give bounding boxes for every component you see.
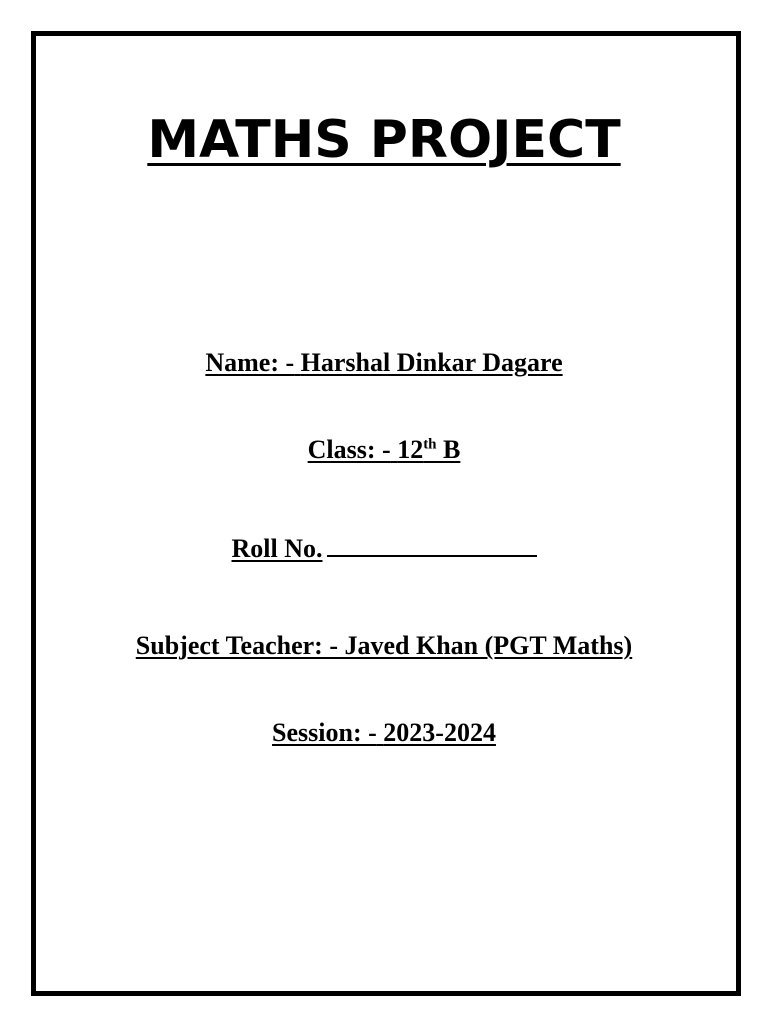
name-value: Harshal Dinkar Dagare	[300, 348, 563, 377]
class-number: 12	[397, 435, 424, 464]
class-label: Class: -	[307, 435, 391, 464]
page-title	[0, 104, 768, 176]
roll-blank	[327, 531, 537, 557]
session-line	[0, 716, 768, 750]
teacher-text	[136, 631, 632, 660]
session-value: 2023-2024	[383, 718, 496, 747]
title-text: MATHS PROJECT	[147, 110, 621, 170]
class-text	[308, 435, 461, 464]
session-text	[272, 718, 496, 747]
class-suffix: th	[423, 436, 437, 453]
session-label: Session: -	[272, 718, 377, 747]
roll-line	[0, 531, 768, 566]
name-text	[205, 348, 562, 377]
teacher-label: Subject Teacher: -	[135, 631, 338, 660]
name-label: Name: -	[205, 348, 295, 377]
roll-label: Roll No.	[231, 534, 323, 563]
teacher-line	[0, 629, 768, 663]
class-section: B	[443, 435, 461, 464]
teacher-value: Javed Khan (PGT Maths)	[344, 631, 633, 660]
name-line	[0, 346, 768, 380]
class-line	[0, 433, 768, 467]
